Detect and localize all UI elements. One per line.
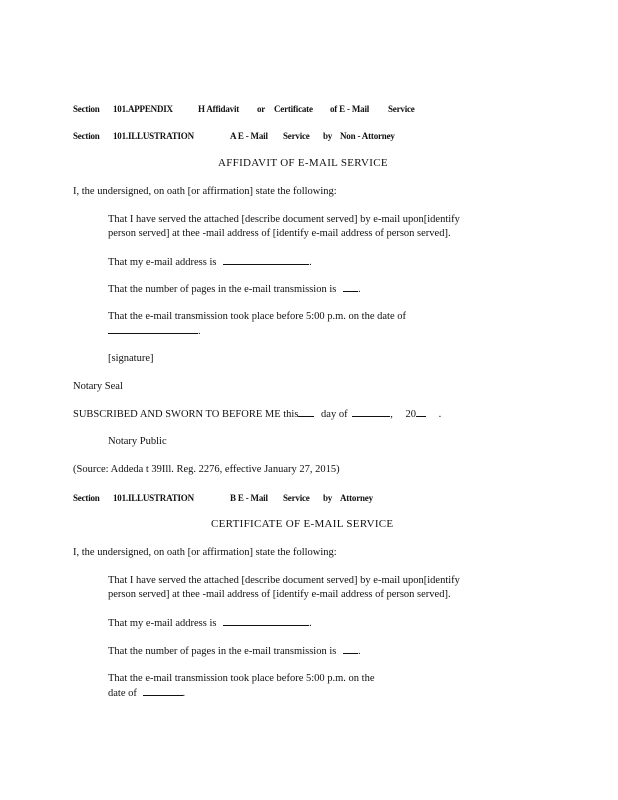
- header-section-number: 101.APPENDIX: [113, 104, 173, 114]
- email-address-blank: [223, 255, 309, 265]
- affidavit-title: AFFIDAVIT OF E-MAIL SERVICE: [218, 157, 388, 169]
- subscribed-sworn-line: SUBSCRIBED AND SWORN TO BEFORE ME this day of , 20 .: [73, 409, 442, 420]
- signature-placeholder: [signature]: [108, 353, 154, 364]
- affidavit-intro: I, the undersigned, on oath [or affirmation] state the following:: [73, 186, 337, 197]
- year-blank: [416, 407, 426, 417]
- date-blank: [108, 324, 198, 334]
- affidavit-email-address-line: That my e-mail address is .: [108, 257, 312, 268]
- pages-blank: [343, 644, 358, 654]
- certificate-pages-line: That the number of pages in the e-mail transmission is .: [108, 646, 361, 657]
- header-who: Non - Attorney: [340, 131, 395, 141]
- header-part: A E - Mail: [230, 131, 268, 141]
- affidavit-email-address-text: That my e-mail address is: [108, 257, 217, 268]
- source-citation: (Source: Addeda t 39Ill. Reg. 2276, effective January 27, 2015): [73, 464, 340, 475]
- email-address-blank: [223, 616, 309, 626]
- affidavit-pages-line: That the number of pages in the e-mail transmission is .: [108, 284, 361, 295]
- pages-blank: [343, 282, 358, 292]
- notary-public: Notary Public: [108, 436, 167, 447]
- day-blank: [298, 407, 314, 417]
- header-part: B E - Mail: [230, 493, 268, 503]
- affidavit-transmission-line1: That the e-mail transmission took place before 5:00 p.m. on the date of: [108, 311, 406, 322]
- header-who: Attorney: [340, 493, 373, 503]
- header-section-label: Section: [73, 131, 100, 141]
- sworn-year-prefix: 20: [405, 409, 416, 420]
- header-certificate: Certificate: [274, 104, 313, 114]
- affidavit-served-line1: That I have served the attached [describe document served] by e-mail upon[identify: [108, 214, 460, 225]
- affidavit-pages-text: That the number of pages in the e-mail transmission is: [108, 284, 337, 295]
- header-or: or: [257, 104, 266, 114]
- header-by: by: [323, 131, 333, 141]
- certificate-intro: I, the undersigned, on oath [or affirmation] state the following:: [73, 547, 337, 558]
- header-section-number: 101.ILLUSTRATION: [113, 131, 194, 141]
- header-service: Service: [283, 493, 310, 503]
- affidavit-transmission-line2: .: [108, 324, 201, 338]
- header-part: H Affidavit: [198, 104, 240, 114]
- certificate-date-of: date of: [108, 688, 137, 699]
- header-of-email: of E - Mail: [330, 104, 370, 114]
- header-section-label: Section: [73, 493, 100, 503]
- header-service: Service: [283, 131, 310, 141]
- certificate-email-address-text: That my e-mail address is: [108, 618, 217, 629]
- header-by: by: [323, 493, 333, 503]
- certificate-title: CERTIFICATE OF E-MAIL SERVICE: [211, 518, 394, 530]
- affidavit-served-line2: person served] at thee -mail address of [identify e-mail address of person served].: [108, 228, 451, 239]
- header-service: Service: [388, 104, 415, 114]
- certificate-email-address-line: That my e-mail address is .: [108, 618, 312, 629]
- certificate-served-line1: That I have served the attached [describe document served] by e-mail upon[identify: [108, 575, 460, 586]
- certificate-served-line2: person served] at thee -mail address of [identify e-mail address of person served].: [108, 589, 451, 600]
- notary-seal: Notary Seal: [73, 381, 123, 392]
- certificate-pages-text: That the number of pages in the e-mail transmission is: [108, 646, 337, 657]
- sworn-text: SUBSCRIBED AND SWORN TO BEFORE ME this: [73, 409, 299, 420]
- certificate-transmission-line2: date of .: [108, 688, 186, 699]
- header-section-label: Section: [73, 104, 100, 114]
- sworn-day-of: day of: [321, 409, 348, 420]
- certificate-transmission-line1: That the e-mail transmission took place before 5:00 p.m. on the: [108, 673, 375, 684]
- date-blank: [143, 686, 183, 696]
- month-blank: [352, 407, 390, 417]
- header-section-number: 101.ILLUSTRATION: [113, 493, 194, 503]
